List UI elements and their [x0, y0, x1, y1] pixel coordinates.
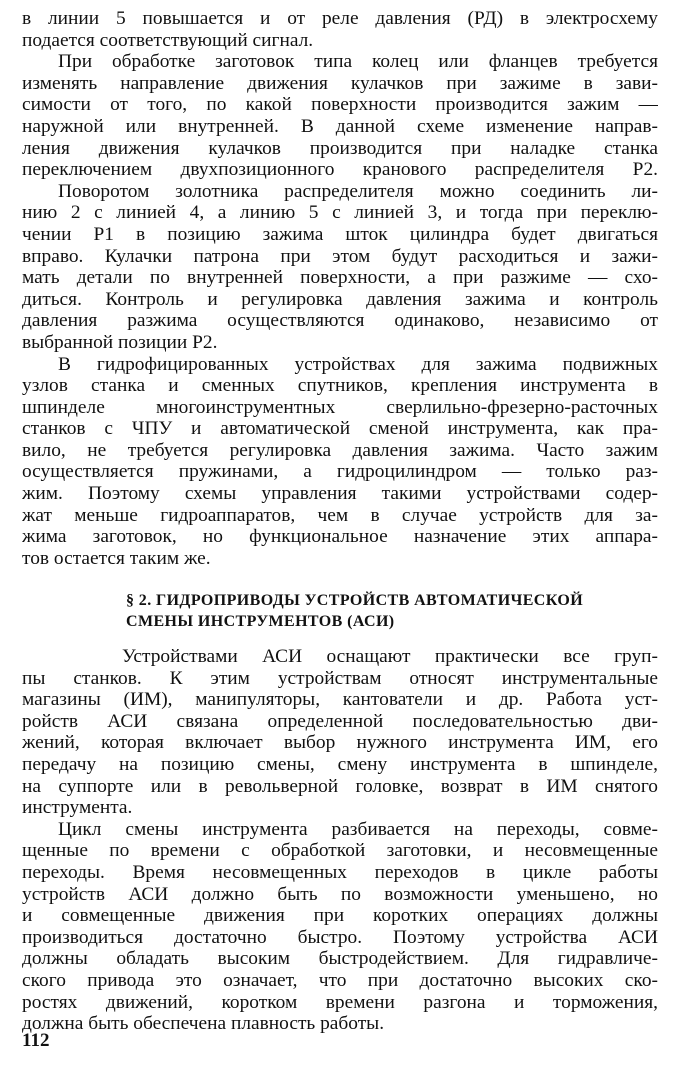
text-line: устройств АСИ должно быть по возможности уменьшено, но	[22, 883, 658, 905]
text-line: шпинделе многоинструментных сверлильно-фрезерно-расточных	[22, 396, 658, 418]
text-line: щенные по времени с обработкой заготовки, и несовмещенные	[22, 840, 658, 862]
text-line: должны обладать высоким быстродействием. Для гидравличе-	[22, 948, 658, 970]
text-line: станков с ЧПУ и автоматической сменой инструмента, как пра-	[22, 418, 658, 440]
text-line: жим. Поэтому схемы управления такими устройствами содер-	[22, 483, 658, 505]
text-line: Цикл смены инструмента разбивается на переходы, совме-	[58, 818, 658, 840]
text-line: узлов станка и сменных спутников, крепления инструмента в	[22, 375, 658, 397]
text-line: переходы. Время несовмещенных переходов в цикле работы	[22, 861, 658, 883]
text-line: жат меньше гидроаппаратов, чем в случае устройств для за-	[22, 504, 658, 526]
text-line: производиться достаточно быстро. Поэтому устройства АСИ	[22, 926, 658, 948]
text-line: нию 2 с линией 4, а линию 5 с линией 3, и тогда при переклю-	[22, 202, 658, 224]
page-number: 112	[22, 1030, 50, 1051]
text-line: ройств АСИ связана определенной последовательностью дви-	[22, 710, 658, 732]
text-line: При обработке заготовок типа колец или фланцев требуется	[58, 51, 658, 73]
section-1-text	[22, 8, 658, 569]
text-line: осуществляется пружинами, а гидроцилиндром — только раз-	[22, 461, 658, 483]
text-line: наружной или внутренней. В данной схеме изменение направ-	[22, 115, 658, 137]
heading-line: СМЕНЫ ИНСТРУМЕНТОВ (АСИ)	[126, 613, 395, 630]
text-line: вило, не требуется регулировка давления зажима. Часто зажим	[22, 439, 658, 461]
text-line: подается соответствующий сигнал.	[22, 29, 314, 51]
text-line: диться. Контроль и регулировка давления зажима и контроль	[22, 288, 658, 310]
text-line: магазины (ИМ), манипуляторы, кантователи и др. Работа уст-	[22, 689, 658, 711]
text-line: вправо. Кулачки патрона при этом будут расходиться и зажи-	[22, 245, 658, 267]
text-line: Поворотом золотника распределителя можно соединить ли-	[58, 180, 658, 202]
text-line: симости от того, по какой поверхности производится зажим —	[22, 94, 658, 116]
heading-line: § 2. ГИДРОПРИВОДЫ УСТРОЙСТВ АВТОМАТИЧЕСКОЙ	[126, 592, 584, 609]
text-line: В гидрофицированных устройствах для зажима подвижных	[58, 353, 658, 375]
text-line: изменять направление движения кулачков при зажиме в зави-	[22, 72, 658, 94]
text-line: и совмещенные движения при коротких операциях должны	[22, 905, 658, 927]
text-line: пы станков. К этим устройствам относят инструментальные	[22, 667, 658, 689]
section-2-text	[22, 646, 658, 1035]
text-line: тов остается таким же.	[22, 547, 211, 569]
text-line: инструмента.	[22, 797, 133, 819]
text-line: передачу на позицию смены, смену инструмента в шпинделе,	[22, 753, 658, 775]
text-line: жений, которая включает выбор нужного инструмента ИМ, его	[22, 732, 658, 754]
section-heading	[126, 590, 646, 632]
text-line: давления разжима осуществляются одинаково, независимо от	[22, 310, 658, 332]
text-line: ростях движений, коротком времени разгона и торможения,	[22, 991, 658, 1013]
text-line: выбранной позиции Р2.	[22, 331, 218, 353]
text-line: ского привода это означает, что при достаточно высоких ско-	[22, 969, 658, 991]
text-line: чении Р1 в позицию зажима шток цилиндра будет двигаться	[22, 223, 658, 245]
text-line: должна быть обеспечена плавность работы.	[22, 1013, 385, 1035]
text-line: Устройствами АСИ оснащают практически все груп-	[122, 646, 658, 667]
text-line: жима заготовок, но функциональное назначение этих аппара-	[22, 526, 658, 548]
text-line: на суппорте или в револьверной головке, возврат в ИМ снятого	[22, 775, 658, 797]
text-line: переключением двухпозиционного кранового распределителя Р2.	[22, 159, 658, 181]
text-line: ления движения кулачков производится при наладке станка	[22, 137, 658, 159]
text-line: мать детали по внутренней поверхности, а при разжиме — схо-	[22, 267, 658, 289]
text-line: в линии 5 повышается и от реле давления (РД) в электросхему	[22, 8, 658, 29]
